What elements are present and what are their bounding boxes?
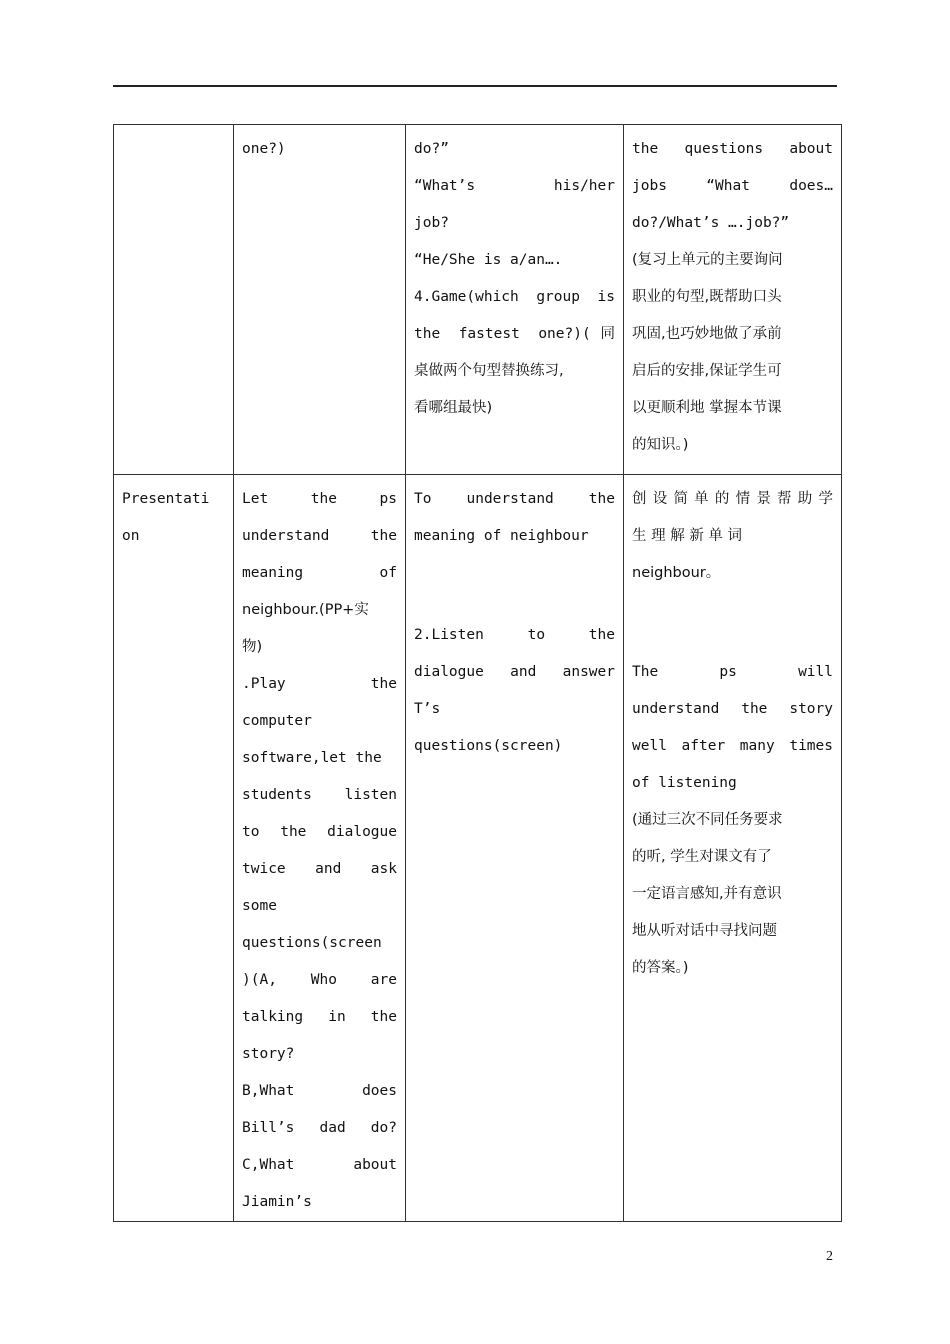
cell-line: on: [122, 528, 140, 544]
cell-line: meaning of neighbour: [414, 528, 589, 544]
cell-line: To understand the: [414, 491, 615, 507]
stage-cell: [114, 125, 234, 475]
cell-line: 一定语言感知,并有意识: [632, 886, 782, 902]
cell-line: 职业的句型,既帮助口头: [632, 289, 782, 305]
cell-line: 的听, 学生对课文有了: [632, 849, 772, 865]
teacher-activity-cell: [234, 475, 406, 1222]
cell-line: “He/She is a/an….: [414, 252, 563, 268]
header-rule: [113, 85, 837, 87]
cell-line: questions(screen): [414, 738, 563, 754]
student-activity-cell: [406, 475, 624, 1222]
stage-cell: [114, 475, 234, 1222]
cell-line: C,What about: [242, 1157, 397, 1173]
cell-line: T’s: [414, 701, 441, 717]
cell-line: understand the story: [632, 701, 833, 717]
cell-line: 地从听对话中寻找问题: [632, 923, 777, 939]
lesson-plan-table: [113, 124, 842, 1222]
cell-line: computer: [242, 713, 312, 729]
cell-line: 以更顺利地 掌握本节课: [632, 400, 782, 416]
cell-line: meaning of: [242, 565, 397, 581]
cell-line: Let the ps: [242, 491, 397, 507]
cell-line: do?”: [414, 141, 449, 157]
cell-line: of listening: [632, 775, 737, 791]
cell-line: dialogue and answer: [414, 664, 615, 680]
cell-line: 2.Listen to the: [414, 627, 615, 643]
cell-line: 物): [242, 639, 263, 655]
cell-line: 生 理 解 新 单 词: [632, 528, 743, 544]
cell-line: 看哪组最快): [414, 400, 493, 416]
cell-line: understand the: [242, 528, 397, 544]
cell-line: story?: [242, 1046, 295, 1062]
cell-line: the fastest one?)(同: [414, 326, 615, 342]
cell-line: neighbour。: [632, 565, 721, 581]
cell-line: Presentati: [122, 491, 210, 507]
cell-line: 巩固,也巧妙地做了承前: [632, 326, 782, 342]
cell-line: B,What does: [242, 1083, 397, 1099]
table-row: [114, 475, 842, 1222]
cell-line: “What’s his/her: [414, 178, 615, 194]
cell-line: talking in the: [242, 1009, 397, 1025]
cell-line: twice and ask: [242, 861, 397, 877]
cell-line: to the dialogue: [242, 824, 397, 840]
cell-line: 创设简单的情景帮助学: [632, 491, 833, 507]
page-number: 2: [826, 1249, 833, 1264]
cell-line: the questions about: [632, 141, 833, 157]
cell-line: 启后的安排,保证学生可: [632, 363, 782, 379]
cell-line: )(A, Who are: [242, 972, 397, 988]
cell-line: The ps will: [632, 664, 833, 680]
cell-line: well after many times: [632, 738, 833, 754]
student-activity-cell: [406, 125, 624, 475]
teacher-activity-cell: [234, 125, 406, 475]
cell-line: 的知识。): [632, 437, 689, 453]
cell-line: (复习上单元的主要询问: [632, 252, 783, 268]
cell-line: 4.Game(which group is: [414, 289, 615, 305]
table-row: [114, 125, 842, 475]
cell-line: questions(screen: [242, 935, 382, 951]
cell-line: do?/What’s ….job?”: [632, 215, 790, 231]
cell-line: Bill’s dad do?: [242, 1120, 397, 1136]
cell-line: Jiamin’s: [242, 1194, 312, 1210]
cell-line: jobs “What does…: [632, 178, 833, 194]
cell-line: .Play the: [242, 676, 397, 692]
cell-line: 的答案。): [632, 960, 689, 976]
cell-line: (通过三次不同任务要求: [632, 812, 783, 828]
purpose-cell: [624, 475, 842, 1222]
cell-line: one?): [242, 141, 286, 157]
purpose-cell: [624, 125, 842, 475]
cell-line: students listen: [242, 787, 397, 803]
cell-line: software,let the: [242, 750, 382, 766]
cell-line: neighbour.(PP+实: [242, 602, 369, 618]
cell-line: 桌做两个句型替换练习,: [414, 363, 564, 379]
cell-line: job?: [414, 215, 449, 231]
cell-line: some: [242, 898, 277, 914]
